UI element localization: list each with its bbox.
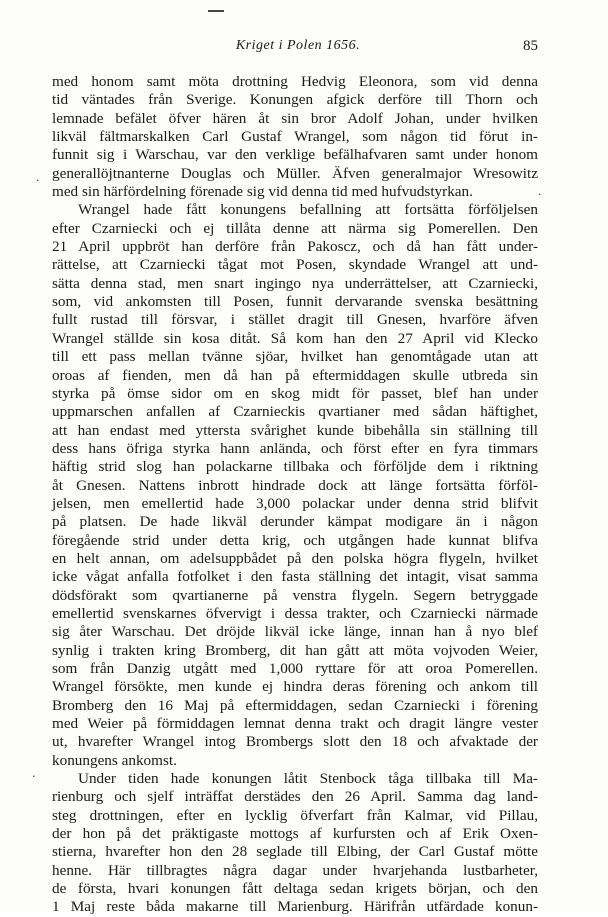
- body-text: [52, 73, 538, 917]
- text-line: att han endast med yttersta svårighet kunde bibehålla sin ställning till: [52, 421, 538, 439]
- text-line: med honom samt möta drottning Hedvig Eleonora, som vid denna: [52, 73, 538, 90]
- text-line: som, vid ankomsten till Posen, funnit dervarande svenska besättning: [52, 293, 538, 311]
- text-line: likväl fältmarskalken Carl Gustaf Wrangel, som någon tid förut in-: [52, 128, 538, 146]
- text-line: Bromberg den 16 Maj på eftermiddagen, sedan Czarniecki i förening: [52, 696, 538, 714]
- text-line: konungens ankomst.: [52, 751, 177, 769]
- margin-dot: ·: [538, 188, 542, 201]
- text-line: rienburg och sjelf inträffat derstädes den 26 April. Samma dag land-: [52, 788, 538, 806]
- text-line: uppmarschen anfallen af Czarnieckis qvartianer med sådan häftighet,: [52, 403, 538, 421]
- text-line: sätta denna stad, men snart ingingo nya underrättelser, att Czarniecki,: [52, 274, 538, 292]
- text-line: styrka på ömse sidor om en skog midt för passet, blef han under: [52, 384, 538, 402]
- paragraph-start-line: Wrangel hade fått konungens befallning att fortsätta förföljelsen: [78, 201, 538, 219]
- page-number: 85: [523, 38, 538, 54]
- text-line: häftig strid slog han polackarne tillbaka och förföljde dem i riktning: [52, 458, 538, 476]
- text-line: rättelse, att Czarniecki tågat mot Posen, skyndade Wrangel att und-: [52, 256, 538, 274]
- text-line: 1 Maj reste båda makarne till Marienburg. Härifrån utfärdade konun-: [52, 898, 538, 916]
- text-line: tid väntades från Sverige. Konungen afgick derföre till Thorn och: [52, 91, 538, 109]
- page-header: [58, 38, 538, 60]
- text-line: dödsförakt som qvartianerne på venstra flygeln. Segern betryggade: [52, 586, 538, 604]
- text-line: funnit sig i Warschau, var den verklige befälhafvaren samt under honom: [52, 146, 538, 164]
- text-line: föregående strid under detta krig, och utgången hade kunnat blifva: [52, 531, 538, 549]
- text-line: 21 April uppbröt han derföre från Pakoscz, och då han fått under-: [52, 238, 538, 256]
- text-line: Wrangel ställde sin kosa ditåt. Så kom han den 27 April vid Klecko: [52, 329, 538, 347]
- margin-dot: ·: [32, 770, 36, 783]
- text-line: dess hans öfriga styrka hann anlända, och först efter en fyra timmars: [52, 439, 538, 457]
- running-title: Kriget i Polen 1656.: [235, 38, 361, 53]
- text-line: Wrangel försökte, men kunde ej hindra deras förening och ankom till: [52, 678, 538, 696]
- text-line: till ett pass mellan tvänne sjöar, hvilket han genomtågade utan att: [52, 348, 538, 366]
- text-line: på platsen. De hade likväl derunder kämpat modigare än i någon: [52, 513, 538, 531]
- text-line: sig åter Warschau. Det dröjde likväl icke länge, innan han å nyo blef: [52, 623, 538, 641]
- text-line: med sin härfördelning förenade sig vid denna tid med hufvudstyrkan.: [52, 183, 473, 201]
- text-line: med Weier på förmiddagen lemnat denna trakt och dragit längre vester: [52, 715, 538, 733]
- text-line: der hon på det präktigaste mottogs af kurfursten och af Erik Oxen-: [52, 825, 538, 843]
- top-margin-mark: [208, 10, 224, 12]
- text-line: emellertid svenskarnes öfvervigt i dessa trakter, och Czarniecki närmade: [52, 604, 538, 622]
- text-line: steg drottningen, efter en lycklig öfverfart från Kalmar, vid Pillau,: [52, 806, 538, 824]
- text-line: som från Danzig utgått med 1,000 ryttare för att oroa Pomerellen.: [52, 660, 538, 677]
- text-line: åt Gnesen. Nattens inbrott hindrade dock att länge fortsätta förföl-: [52, 476, 538, 494]
- text-line: en helt annan, om adelsuppbådet på den polska högra flygeln, hvilket: [52, 549, 538, 567]
- text-line: synlig i trakten kring Bromberg, dit han gått att möta vojvoden Weier,: [52, 641, 538, 659]
- text-line: icke vågat anfalla fotfolket i den fasta ställning det intagit, visat samma: [52, 568, 538, 586]
- margin-dot: ·: [36, 174, 40, 187]
- text-line: stierna, hvarefter hon den 28 seglade till Elbing, der Carl Gustaf mötte: [52, 843, 538, 861]
- text-line: oroas af fienden, men då han på eftermiddagen skulle utbreda sin: [52, 366, 538, 384]
- text-line: lemnade befälet öfver hären åt sin bror Adolf Johan, under hvilken: [52, 109, 538, 127]
- text-line: ut, hvarefter Wrangel intog Brombergs slott den 18 och afvaktade der: [52, 733, 538, 751]
- text-line: de första, hvari konungen fått deltaga sedan krigets början, och den: [52, 880, 538, 898]
- text-line: efter Czarniecki och ej tillåta denne att närma sig Pomerellen. Den: [52, 219, 538, 237]
- paragraph-start-line: Under tiden hade konungen låtit Stenbock tåga tillbaka till Ma-: [78, 770, 538, 788]
- text-line: fullt rustad till försvar, i stället dragit till Gnesen, hvarföre äfven: [52, 311, 538, 329]
- text-line: henne. Här tillbragtes några dagar under hvarjehanda lustbarheter,: [52, 861, 538, 879]
- text-line: generallöjtnanterne Douglas och Müller. Äfven generalmajor Wresowitz: [52, 164, 538, 182]
- text-line: jelsen, men emellertid hade 3,000 polackar under denna strid blifvit: [52, 494, 538, 512]
